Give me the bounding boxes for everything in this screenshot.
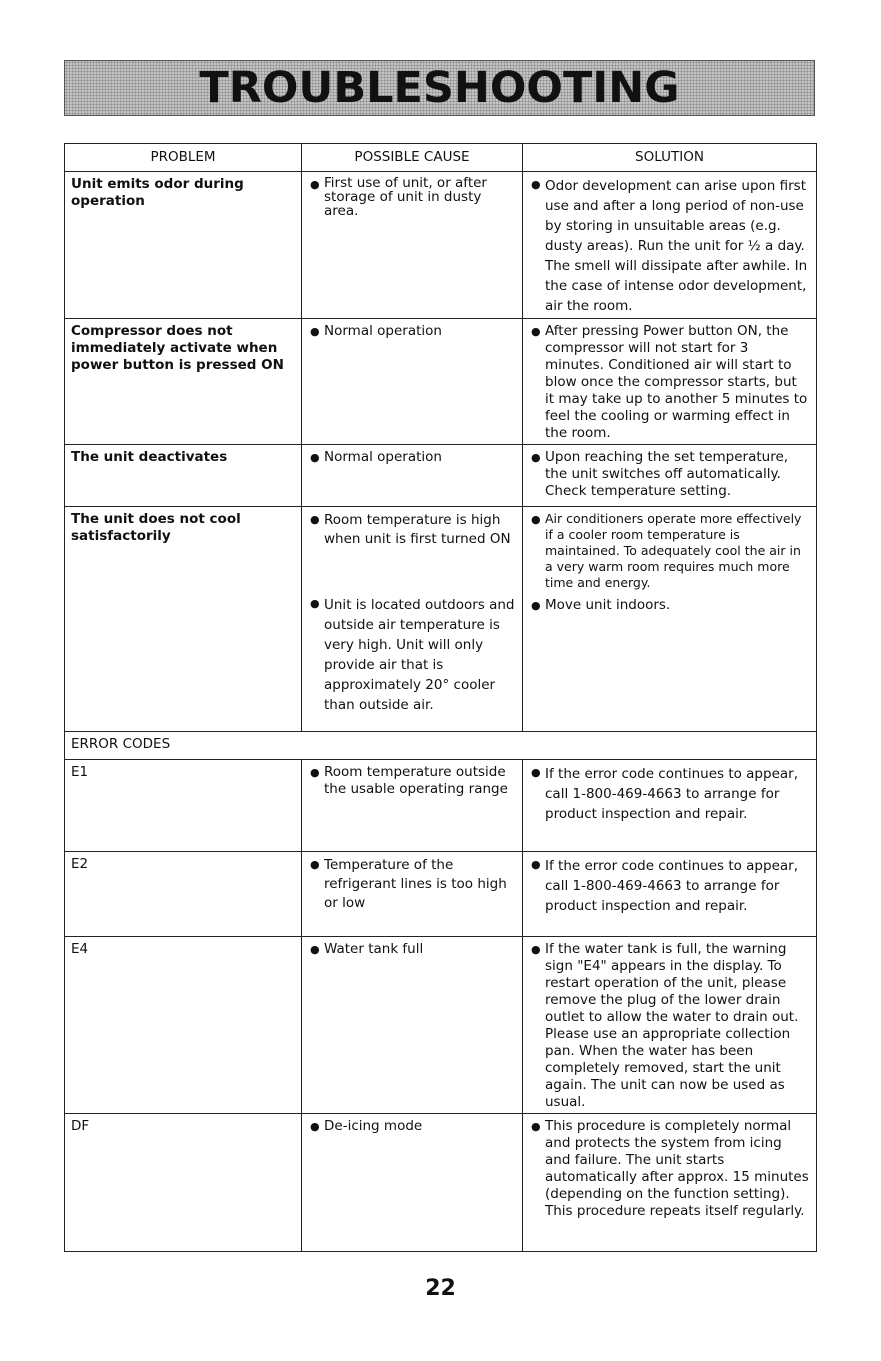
page-title: TROUBLESHOOTING <box>199 62 680 113</box>
solution-cell <box>523 760 817 852</box>
solution-text: Move unit indoors. <box>545 597 671 613</box>
problem-cell: The unit deactivates <box>65 445 302 507</box>
problem-cell: Unit emits odor during operation <box>65 172 302 319</box>
table-row <box>65 319 817 445</box>
solution-cell <box>523 445 817 507</box>
error-codes-label: ERROR CODES <box>65 732 817 760</box>
header-solution: SOLUTION <box>523 144 817 172</box>
error-code-cell: E4 <box>65 937 302 1114</box>
solution-text: Odor development can arise upon first use and after a long period of non-use by storing in unsuitable areas (e.g. dusty areas). Run the unit for ½ a day. The smell will dissipate after awhile. In the case of intense odor development, air the room. <box>545 178 808 314</box>
solution-cell <box>523 1114 817 1252</box>
solution-bullet <box>529 1118 809 1220</box>
bullet-icon: ● <box>310 766 320 779</box>
table-row <box>65 852 817 937</box>
cause-cell <box>302 760 523 852</box>
cause-text: Temperature of the refrigerant lines is too high or low <box>324 857 507 911</box>
solution-text: This procedure is completely normal and protects the system from icing and failure. The unit starts automatically after approx. 15 minutes (depending on the function setting). This procedure repeats itself regularly. <box>545 1118 809 1219</box>
solution-text: Upon reaching the set temperature, the unit switches off automatically. Check temperature setting. <box>545 449 789 499</box>
cause-cell <box>302 172 523 319</box>
cause-bullet <box>308 449 515 466</box>
header-cause: POSSIBLE CAUSE <box>302 144 523 172</box>
error-code-cell: E1 <box>65 760 302 852</box>
cause-cell <box>302 937 523 1114</box>
error-codes-header-row <box>65 732 817 760</box>
cause-bullet <box>308 511 515 549</box>
cause-text: Normal operation <box>324 323 442 339</box>
cause-text: Water tank full <box>324 941 424 957</box>
bullet-icon: ● <box>310 597 320 610</box>
bullet-icon: ● <box>310 513 320 526</box>
cause-cell <box>302 1114 523 1252</box>
solution-bullet <box>529 323 809 442</box>
bullet-icon: ● <box>310 943 320 956</box>
cause-bullet <box>308 941 515 958</box>
solution-text: Air conditioners operate more effectively if a cooler room temperature is maintained. To adequately cool the air in a very warm room requires much more time and energy. <box>545 511 802 590</box>
cause-bullet <box>308 1118 515 1135</box>
solution-cell <box>523 937 817 1114</box>
cause-text: Unit is located outdoors and outside air temperature is very high. Unit will only provide air that is approximately 20° cooler than outside air. <box>324 597 515 713</box>
solution-bullet <box>529 511 809 591</box>
table-row <box>65 507 817 732</box>
solution-cell <box>523 172 817 319</box>
solution-bullet <box>529 597 809 614</box>
cause-bullet <box>308 764 515 798</box>
bullet-icon: ● <box>531 1120 541 1133</box>
cause-bullet <box>308 595 515 715</box>
cause-text: Room temperature is high when unit is first turned ON <box>324 512 511 547</box>
solution-text: If the water tank is full, the warning sign "E4" appears in the display. To restart operation of the unit, please remove the plug of the lower drain outlet to allow the water to drain out. Please use an appropriate collection pan. When the water has been completely removed, start the unit again. The unit can now be used as usual. <box>545 941 799 1110</box>
bullet-icon: ● <box>310 858 320 871</box>
cause-cell <box>302 319 523 445</box>
solution-text: If the error code continues to appear, call 1-800-469-4663 to arrange for product inspection and repair. <box>545 766 798 822</box>
error-code-cell: DF <box>65 1114 302 1252</box>
solution-text: After pressing Power button ON, the compressor will not start for 3 minutes. Conditioned air will start to blow once the compressor starts, but it may take up to another 5 minutes to feel the cooling or warming effect in the room. <box>545 323 808 441</box>
bullet-icon: ● <box>531 766 541 779</box>
bullet-icon: ● <box>531 178 541 191</box>
table-row <box>65 937 817 1114</box>
bullet-icon: ● <box>310 178 320 191</box>
troubleshooting-table <box>64 143 817 1252</box>
cause-text: Room temperature outside the usable operating range <box>324 764 508 797</box>
bullet-icon: ● <box>310 325 320 338</box>
bullet-icon: ● <box>531 325 541 338</box>
solution-bullet <box>529 764 809 824</box>
solution-cell <box>523 852 817 937</box>
cause-cell <box>302 445 523 507</box>
solution-bullet <box>529 176 809 316</box>
cause-cell <box>302 852 523 937</box>
solution-bullet <box>529 449 809 500</box>
table-row <box>65 445 817 507</box>
solution-bullet <box>529 941 809 1111</box>
bullet-icon: ● <box>531 943 541 956</box>
table-row <box>65 1114 817 1252</box>
solution-cell <box>523 319 817 445</box>
cause-text: First use of unit, or after storage of unit in dusty area. <box>324 175 487 219</box>
error-code-cell: E2 <box>65 852 302 937</box>
cause-text: De-icing mode <box>324 1118 423 1134</box>
cause-bullet <box>308 323 515 340</box>
solution-cell <box>523 507 817 732</box>
table-row <box>65 172 817 319</box>
bullet-icon: ● <box>531 599 541 612</box>
bullet-icon: ● <box>310 1120 320 1133</box>
bullet-icon: ● <box>531 451 541 464</box>
cause-bullet <box>308 856 515 913</box>
bullet-icon: ● <box>531 513 541 526</box>
bullet-icon: ● <box>531 858 541 871</box>
problem-cell: The unit does not cool satisfactorily <box>65 507 302 732</box>
header-problem: PROBLEM <box>65 144 302 172</box>
solution-text: If the error code continues to appear, call 1-800-469-4663 to arrange for product inspection and repair. <box>545 858 798 914</box>
cause-cell <box>302 507 523 732</box>
page-number: 22 <box>425 1276 456 1301</box>
table-header-row <box>65 144 817 172</box>
solution-bullet <box>529 856 809 916</box>
title-banner <box>64 60 815 116</box>
cause-bullet <box>308 176 515 218</box>
table-row <box>65 760 817 852</box>
bullet-icon: ● <box>310 451 320 464</box>
cause-text: Normal operation <box>324 449 442 465</box>
problem-cell: Compressor does not immediately activate when power button is pressed ON <box>65 319 302 445</box>
